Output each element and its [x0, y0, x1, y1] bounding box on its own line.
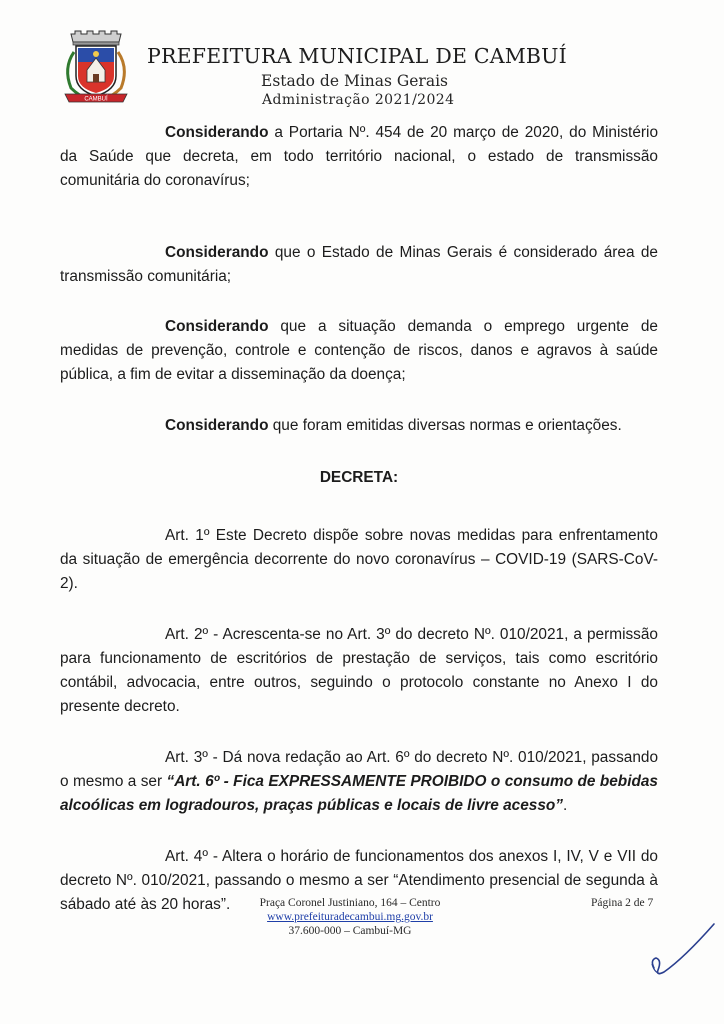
municipal-coat-of-arms-icon	[57, 30, 135, 108]
footer-website-link[interactable]: www.prefeituradecambui.mg.gov.br	[267, 911, 433, 923]
page-number: Página 2 de 7	[591, 897, 654, 909]
footer-address: Praça Coronel Justiniano, 164 – Centro	[259, 897, 441, 909]
paragraph-gap	[60, 438, 658, 466]
crest-ribbon-text: CAMBUÍ	[84, 96, 108, 103]
considering-text: que o Estado de Minas Gerais é considerado área de transmissão comunitária;	[60, 244, 658, 285]
article-3-quote: “Art. 6º - Fica EXPRESSAMENTE PROIBIDO o consumo de bebidas alcoólicas em logradouros, praças públicas e locais de livre acesso”	[60, 773, 658, 814]
considering-lead: Considerando	[165, 318, 269, 335]
considering-paragraph-4	[60, 414, 658, 438]
paragraph-gap	[60, 818, 658, 845]
considering-paragraph-1	[60, 121, 658, 193]
article-3-end: .	[562, 797, 568, 814]
considering-lead: Considerando	[165, 417, 269, 434]
article-3	[60, 746, 658, 818]
considering-paragraph-3	[60, 315, 658, 387]
municipality-title: PREFEITURA MUNICIPAL DE CAMBUÍ	[147, 44, 567, 68]
paragraph-gap	[60, 490, 658, 524]
considering-text: que foram emitidas diversas normas e orientações.	[268, 417, 622, 434]
paragraph-gap	[60, 596, 658, 623]
paragraph-gap	[60, 387, 658, 414]
decree-body	[60, 121, 658, 917]
administration-period: Administração 2021/2024	[262, 92, 455, 108]
paragraph-gap	[60, 289, 658, 315]
paragraph-gap	[60, 193, 658, 241]
article-3-text: Art. 3º - Dá nova redação ao Art. 6º do decreto Nº. 010/2021, passando o mesmo a ser	[60, 749, 658, 790]
considering-paragraph-2	[60, 241, 658, 289]
decreta-heading: DECRETA:	[319, 469, 399, 486]
considering-lead: Considerando	[165, 244, 269, 261]
footer-postal: 37.600-000 – Cambuí-MG	[288, 925, 412, 937]
paragraph-gap	[60, 719, 658, 746]
considering-text: a Portaria Nº. 454 de 20 março de 2020, do Ministério da Saúde que decreta, em todo território nacional, o estado de transmissão comunitária do coronavírus;	[60, 124, 658, 189]
considering-text: que a situação demanda o emprego urgente de medidas de prevenção, controle e contenção de riscos, danos e agravos à saúde pública, a fim de evitar a disseminação da doença;	[60, 318, 658, 383]
article-2: Art. 2º - Acrescenta-se no Art. 3º do decreto Nº. 010/2021, a permissão para funcionamento de escritórios de prestação de serviços, tais como escritório contábil, advocacia, entre outros, seguindo o protocolo constante no Anexo I do presente decreto.	[60, 626, 658, 715]
considering-lead: Considerando	[165, 124, 269, 141]
article-4: Art. 4º - Altera o horário de funcionamentos dos anexos I, IV, V e VII do decreto Nº. 010/2021, passando o mesmo a ser “Atendimento presencial de segunda à sábado até às 20 horas”.	[60, 848, 658, 913]
letterhead	[0, 0, 724, 115]
handwritten-initials-icon	[640, 920, 720, 990]
state-name: Estado de Minas Gerais	[261, 72, 448, 90]
article-1: Art. 1º Este Decreto dispõe sobre novas medidas para enfrentamento da situação de emergência decorrente do novo coronavírus – COVID-19 (SARS-CoV-2).	[60, 527, 658, 592]
